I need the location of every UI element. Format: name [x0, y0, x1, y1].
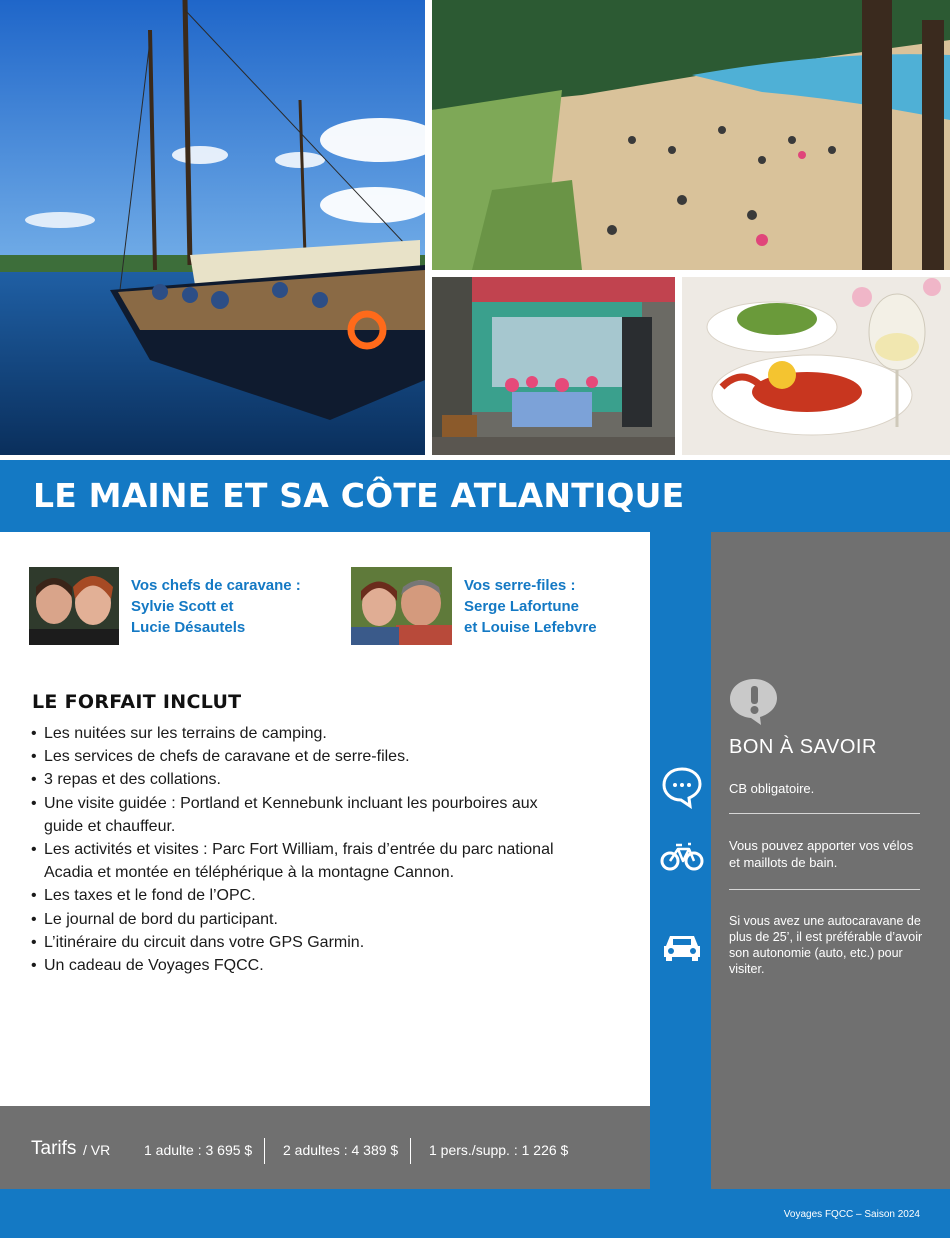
chefs-name-2: Lucie Désautels	[131, 619, 246, 636]
note-bikes: Vous pouvez apporter vos vélos et maillots de bain.	[729, 838, 914, 870]
price-divider	[410, 1138, 411, 1164]
avatar-chefs	[29, 567, 119, 645]
page-title: LE MAINE ET SA CÔTE ATLANTIQUE	[33, 476, 685, 515]
price-divider	[264, 1138, 265, 1164]
photo-lobster-dinner	[682, 277, 950, 455]
tarifs-bar	[0, 1106, 650, 1189]
divider	[729, 813, 920, 814]
footer-text: Voyages FQCC – Saison 2024	[783, 1209, 920, 1220]
bon-a-savoir-title: BON À SAVOIR	[729, 736, 877, 758]
note-cb: CB obligatoire.	[729, 781, 815, 796]
serre-files-name-1: Serge Lafortune	[464, 598, 580, 615]
serre-files-name-2: et Louise Lefebvre	[464, 619, 597, 636]
exclamation-bubble-icon	[727, 677, 785, 727]
forfait-list	[30, 722, 610, 977]
car-icon	[660, 924, 704, 968]
list-item: • 3 repas et des collations.	[30, 768, 610, 791]
footer-band	[0, 1189, 950, 1238]
photo-shop	[432, 277, 675, 455]
chefs-role: Vos chefs de caravane :	[131, 577, 301, 594]
note-motorhome: Si vous avez une autocaravane de plus de 25’, il est préférable d’avoir son autonomie (auto, etc.) pour visiter.	[729, 914, 923, 976]
forfait-heading: LE FORFAIT INCLUT	[32, 691, 242, 713]
list-item: • L’itinéraire du circuit dans votre GPS Garmin.	[30, 931, 610, 954]
list-item: • Le journal de bord du participant.	[30, 908, 610, 931]
divider	[729, 889, 920, 890]
tarifs-label: Tarifs	[31, 1138, 77, 1159]
list-item: • Un cadeau de Voyages FQCC.	[30, 954, 610, 977]
price-1-adult: 1 adulte : 3 695 $	[144, 1142, 253, 1158]
chefs-name-1: Sylvie Scott et	[131, 598, 234, 615]
chefs-caption	[131, 575, 301, 638]
list-item: • Les taxes et le fond de l’OPC.	[30, 884, 610, 907]
list-item: • Les nuitées sur les terrains de camping.	[30, 722, 610, 745]
photo-beach	[432, 0, 950, 270]
list-item: • Une visite guidée : Portland et Kennebunk incluant les pourboires aux guide et chauffeur.	[30, 792, 570, 838]
tarifs-unit: / VR	[83, 1142, 111, 1158]
list-item: • Les activités et visites : Parc Fort William, frais d’entrée du parc national Acadia et montée en téléphérique à la montagne Cannon.	[30, 838, 570, 884]
price-extra-person: 1 pers./supp. : 1 226 $	[429, 1142, 569, 1158]
price-2-adults: 2 adultes : 4 389 $	[283, 1142, 399, 1158]
bicycle-icon	[660, 834, 704, 878]
photo-schooner	[0, 0, 425, 455]
chat-bubble-icon	[660, 765, 704, 809]
serre-files-role: Vos serre-files :	[464, 577, 576, 594]
list-item: • Les services de chefs de caravane et de serre-files.	[30, 745, 610, 768]
avatar-serre-files	[351, 567, 452, 645]
serre-files-caption	[464, 575, 597, 638]
title-band	[0, 460, 950, 532]
